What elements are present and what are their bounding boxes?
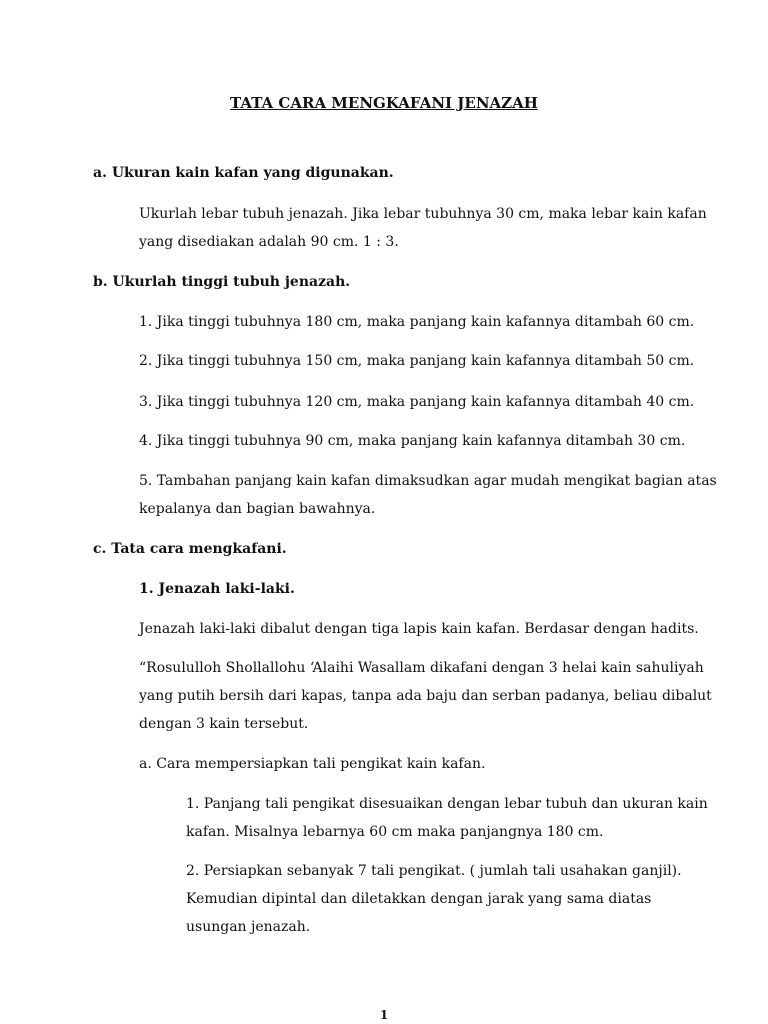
hadith-quote-line: dengan 3 kain tersebut.	[139, 716, 309, 732]
subsection-heading: a. Cara mempersiapkan tali pengikat kain kafan.	[139, 756, 486, 772]
section-b-item: 3. Jika tinggi tubuhnya 120 cm, maka panjang kain kafannya ditambah 40 cm.	[139, 394, 695, 410]
subsection-heading: 1. Jenazah laki-laki.	[139, 581, 295, 597]
hadith-quote-line: yang putih bersih dari kapas, tanpa ada baju dan serban padanya, beliau dibalut	[139, 688, 712, 704]
section-a-line: yang disediakan adalah 90 cm. 1 : 3.	[139, 234, 399, 250]
step-line: Kemudian dipintal dan diletakkan dengan jarak yang sama diatas	[186, 891, 652, 907]
paragraph: Jenazah laki-laki dibalut dengan tiga lapis kain kafan. Berdasar dengan hadits.	[139, 621, 699, 637]
step-line: 1. Panjang tali pengikat disesuaikan dengan lebar tubuh dan ukuran kain	[186, 796, 708, 812]
section-c-heading: c. Tata cara mengkafani.	[93, 541, 287, 557]
section-b-item: 1. Jika tinggi tubuhnya 180 cm, maka panjang kain kafannya ditambah 60 cm.	[139, 314, 695, 330]
section-a-heading: a. Ukuran kain kafan yang digunakan.	[93, 165, 394, 181]
section-b-item: 4. Jika tinggi tubuhnya 90 cm, maka panjang kain kafannya ditambah 30 cm.	[139, 433, 686, 449]
page-title: TATA CARA MENGKAFANI JENAZAH	[230, 94, 538, 112]
section-b-item: kepalanya dan bagian bawahnya.	[139, 501, 376, 517]
section-b-item: 2. Jika tinggi tubuhnya 150 cm, maka panjang kain kafannya ditambah 50 cm.	[139, 353, 695, 369]
step-line: kafan. Misalnya lebarnya 60 cm maka panjangnya 180 cm.	[186, 824, 604, 840]
hadith-quote-line: “Rosululloh Shollallohu ‘Alaihi Wasallam dikafani dengan 3 helai kain sahuliyah	[139, 660, 704, 676]
step-line: usungan jenazah.	[186, 919, 311, 935]
section-b-heading: b. Ukurlah tinggi tubuh jenazah.	[93, 274, 351, 290]
section-b-item: 5. Tambahan panjang kain kafan dimaksudkan agar mudah mengikat bagian atas	[139, 473, 717, 489]
step-line: 2. Persiapkan sebanyak 7 tali pengikat. ( jumlah tali usahakan ganjil).	[186, 863, 682, 879]
page-number: 1	[379, 1008, 389, 1022]
section-a-line: Ukurlah lebar tubuh jenazah. Jika lebar tubuhnya 30 cm, maka lebar kain kafan	[139, 206, 707, 222]
